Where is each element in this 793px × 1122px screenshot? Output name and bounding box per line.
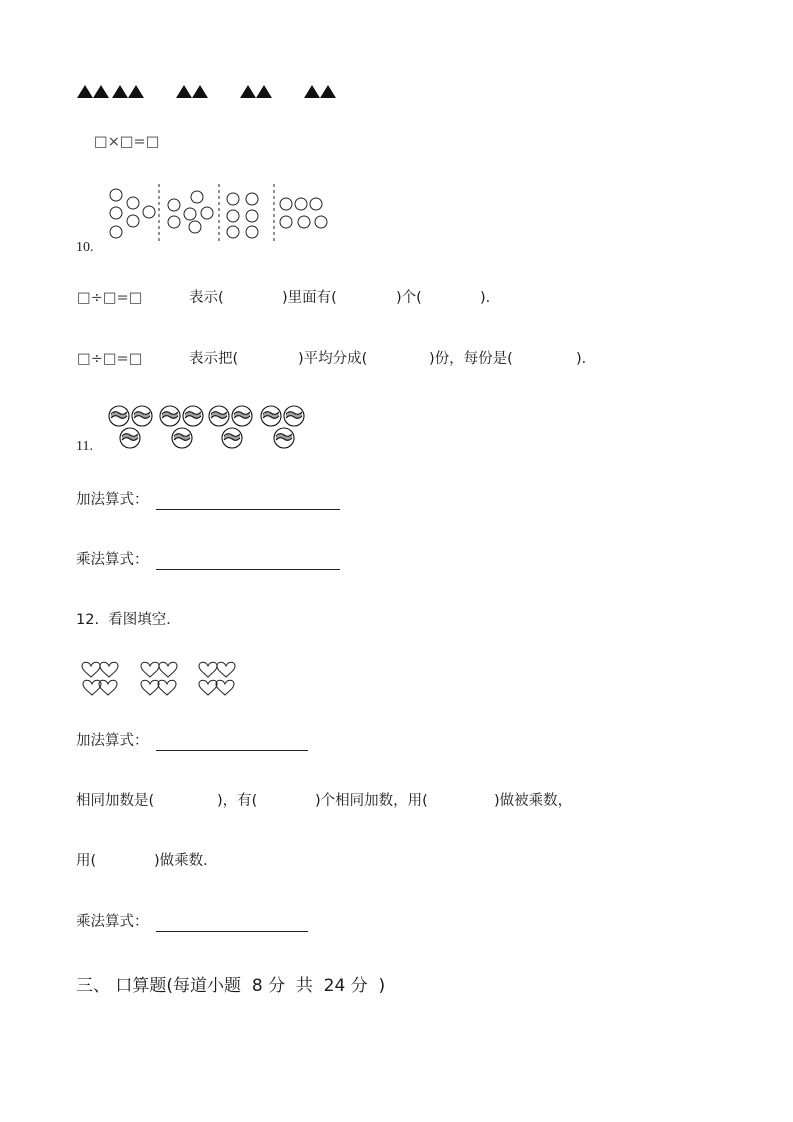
text-d: )． — [480, 290, 501, 306]
heart-icon — [199, 680, 217, 695]
heart-icon — [141, 680, 159, 695]
triangle-icon — [192, 85, 208, 98]
triangle-icon — [176, 85, 192, 98]
q11-number: 11. — [76, 439, 93, 454]
text-c: )个( — [396, 290, 422, 306]
text-d: )做被乘数， — [494, 793, 573, 809]
multiplication-label: 乘法算式： — [76, 552, 149, 568]
heart-icon — [216, 680, 234, 695]
circle-icon — [310, 198, 322, 210]
triangle-icon — [112, 85, 128, 98]
circle-icon — [110, 189, 122, 201]
multiplication-answer-blank[interactable] — [156, 931, 308, 932]
text-b: )，有( — [217, 793, 258, 809]
triangle-icon — [256, 85, 272, 98]
circle-groups-figure — [100, 186, 360, 246]
ball-icon — [261, 406, 281, 426]
heart-icon — [141, 662, 159, 677]
text-b: )平均分成( — [298, 351, 368, 367]
circle-icon — [280, 216, 292, 228]
addition-label: 加法算式： — [76, 492, 149, 508]
ball-icon — [172, 428, 192, 448]
multiplication-label: 乘法算式： — [76, 914, 149, 930]
text-a: 用( — [76, 853, 97, 869]
circle-icon — [280, 198, 292, 210]
triangle-icon — [128, 85, 144, 98]
circle-icon — [246, 193, 258, 205]
ball-icon — [232, 406, 252, 426]
heart-icon — [159, 662, 177, 677]
multiplication-answer-blank[interactable] — [156, 569, 340, 570]
text-a: 相同加数是( — [76, 793, 155, 809]
circle-icon — [191, 191, 203, 203]
circle-icon — [127, 215, 139, 227]
text-a: 表示( — [189, 290, 224, 306]
circle-icon — [227, 193, 239, 205]
ball-icon — [183, 406, 203, 426]
triangle-icon — [320, 85, 336, 98]
ball-icon — [222, 428, 242, 448]
text-b: )做乘数． — [154, 853, 218, 869]
circle-icon — [246, 210, 258, 222]
text-b: )里面有( — [282, 290, 337, 306]
circle-icon — [127, 197, 139, 209]
heart-icon — [217, 662, 235, 677]
ball-icon — [160, 406, 180, 426]
ball-icon — [109, 406, 129, 426]
heart-icon — [99, 680, 117, 695]
triangle-icon — [93, 85, 109, 98]
circle-icon — [168, 216, 180, 228]
q9-equation: □×□=□ — [94, 134, 160, 150]
ball-icon — [120, 428, 140, 448]
ball-icon — [209, 406, 229, 426]
circle-icon — [189, 221, 201, 233]
heart-icon — [83, 680, 101, 695]
text-c: )份，每份是( — [429, 351, 513, 367]
section-heading: 三、 口算题(每道小题 8 分 共 24 分 ) — [76, 976, 386, 996]
addition-answer-blank[interactable] — [156, 750, 308, 751]
heart-icon — [158, 680, 176, 695]
text-c: )个相同加数，用( — [315, 793, 428, 809]
triangle-icon — [304, 85, 320, 98]
ball-icon — [284, 406, 304, 426]
ball-icon — [132, 406, 152, 426]
circle-icon — [143, 206, 155, 218]
circle-icon — [110, 226, 122, 238]
equation: □÷□=□ — [77, 290, 143, 306]
circle-icon — [227, 226, 239, 238]
triangle-icon — [77, 85, 93, 98]
text-d: )． — [576, 351, 597, 367]
heart-icon — [100, 662, 118, 677]
addition-label: 加法算式： — [76, 733, 149, 749]
equation: □÷□=□ — [77, 351, 143, 367]
q12-title: 12. 看图填空． — [76, 612, 181, 628]
circle-icon — [168, 199, 180, 211]
heart-icon — [82, 662, 100, 677]
circle-icon — [110, 207, 122, 219]
circle-icon — [201, 207, 213, 219]
addition-answer-blank[interactable] — [156, 509, 340, 510]
circle-icon — [295, 198, 307, 210]
ball-groups-figure — [106, 404, 316, 454]
circle-icon — [184, 208, 196, 220]
heart-groups-figure — [82, 660, 252, 700]
circle-icon — [298, 216, 310, 228]
heart-icon — [199, 662, 217, 677]
text-a: 表示把( — [189, 351, 239, 367]
ball-icon — [274, 428, 294, 448]
circle-icon — [227, 210, 239, 222]
q10-number: 10. — [76, 240, 94, 255]
triangle-icon — [240, 85, 256, 98]
circle-icon — [315, 216, 327, 228]
circle-icon — [246, 226, 258, 238]
